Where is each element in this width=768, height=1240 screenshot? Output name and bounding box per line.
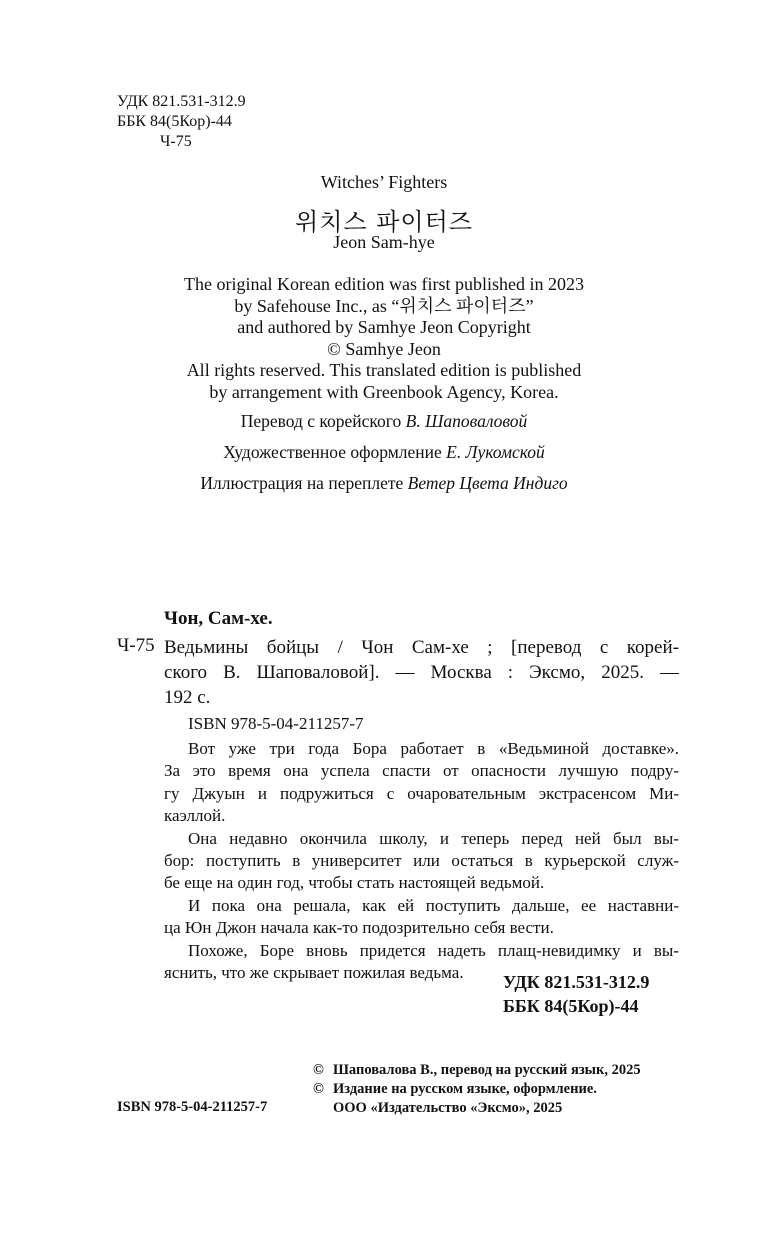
annotation-line: Она недавно окончила школу, и теперь перед ней был вы- <box>188 828 679 848</box>
annotation-line: Вот уже три года Бора работает в «Ведьминой доставке». <box>188 739 679 758</box>
catalog-entry-isbn: ISBN 978-5-04-211257-7 <box>188 714 364 733</box>
title-korean: 위치스 파이터즈 <box>295 208 473 236</box>
annotation-line: И пока она решала, как ей поступить дальше, ее наставни- <box>188 895 679 915</box>
credit-designer <box>0 442 768 463</box>
annotation-line: бе еще на один год, чтобы стать настоящей ведьмой. <box>164 873 545 893</box>
credit-role: Перевод с корейского <box>240 411 406 431</box>
annotation-line: Похоже, Боре вновь придется надеть плащ-невидимку и вы- <box>188 940 679 960</box>
bbk-code: ББК 84(5Кор)-44 <box>503 996 639 1016</box>
isbn-bottom: ISBN 978-5-04-211257-7 <box>117 1099 268 1115</box>
catalog-entry-author: Чон, Сам-хе. <box>164 608 273 629</box>
annotation-paragraph <box>164 828 679 895</box>
credit-name: В. Шаповаловой <box>405 411 528 431</box>
copyright-line <box>313 1080 641 1099</box>
copyright-text: Издание на русском языке, оформление. <box>333 1081 597 1097</box>
rights-notice <box>0 274 768 403</box>
classification-codes <box>117 92 246 152</box>
annotation-line: ца Юн Джон начала как-то подозрительно себя вести. <box>164 918 554 938</box>
annotation-line: яснить, что же скрывает пожилая ведьма. <box>164 963 464 983</box>
rights-line: by Safehouse Inc., as “위치스 파이터즈” <box>234 295 534 316</box>
copyright-icon: © <box>313 1062 324 1078</box>
catalog-entry-code: Ч-75 <box>117 635 155 656</box>
entry-line: Ведьмины бойцы / Чон Сам-хе ; [перевод с корей- <box>164 637 679 658</box>
copyright-line <box>313 1061 641 1080</box>
entry-line: ского В. Шаповаловой]. — Москва : Эксмо, 2025. — <box>164 662 679 683</box>
annotation <box>164 738 679 984</box>
title-english: Witches’ Fighters <box>320 172 448 192</box>
entry-line: 192 с. <box>164 687 211 708</box>
bbk-code: ББК 84(5Кор)-44 <box>117 113 232 130</box>
rights-line: and authored by Samhye Jeon Copyright <box>237 317 531 337</box>
catalog-entry-description <box>164 635 679 710</box>
credit-name: Е. Лукомской <box>446 442 545 462</box>
rights-line: © Samhye Jeon <box>327 338 441 359</box>
rights-line: All rights reserved. This translated edition is published <box>186 360 582 380</box>
author-english: Jeon Sam-hye <box>333 232 435 252</box>
annotation-line: каэллой. <box>164 806 226 826</box>
copyright-line: ООО «Издательство «Эксмо», 2025 <box>333 1100 563 1116</box>
annotation-line: гу Джуын и подружиться с очаровательным экстрасенсом Ми- <box>164 783 679 803</box>
credit-illustrator <box>0 473 768 494</box>
credit-name: Ветер Цвета Индиго <box>407 473 568 493</box>
rights-line: The original Korean edition was first published in 2023 <box>184 274 584 294</box>
copyright-text: Шаповалова В., перевод на русский язык, 2025 <box>333 1062 641 1078</box>
copyright-block <box>313 1061 641 1118</box>
credit-role: Художественное оформление <box>223 442 447 462</box>
rights-line: by arrangement with Greenbook Agency, Korea. <box>209 381 559 402</box>
credit-role: Иллюстрация на переплете <box>200 473 408 493</box>
annotation-line: бор: поступить в университет или остаться в курьерской служ- <box>164 851 679 871</box>
annotation-paragraph <box>164 895 679 940</box>
credit-translator <box>0 411 768 432</box>
copyright-icon: © <box>313 1081 324 1097</box>
annotation-paragraph <box>164 738 679 828</box>
udk-code: УДК 821.531-312.9 <box>117 93 246 110</box>
udk-code: УДК 821.531-312.9 <box>503 972 650 992</box>
author-sign: Ч-75 <box>160 133 192 150</box>
annotation-line: За это время она успела спасти от опасности лучшую подру- <box>164 761 679 781</box>
bottom-classification <box>503 970 649 1018</box>
